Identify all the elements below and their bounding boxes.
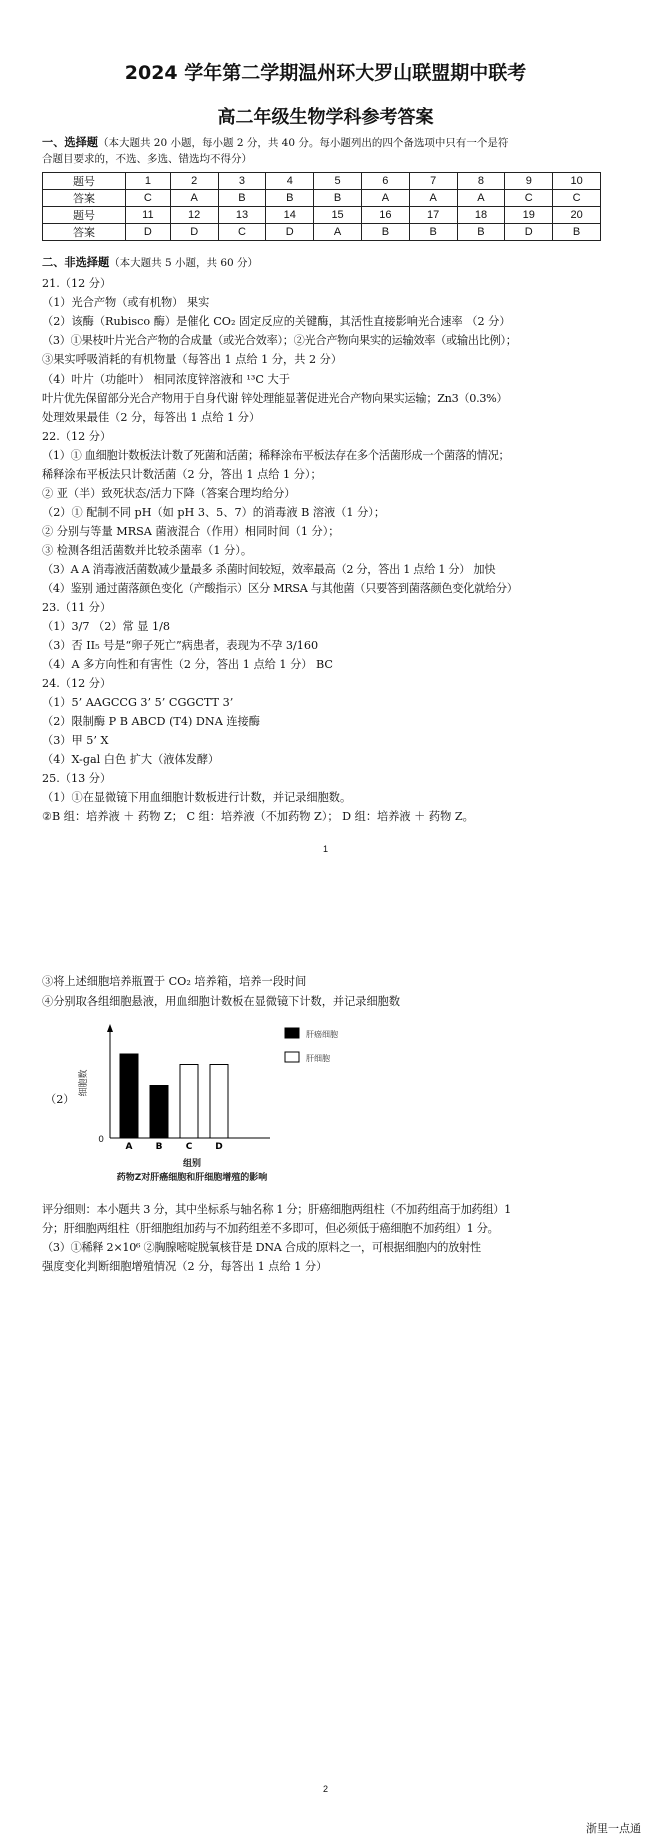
table-cell: 答案 bbox=[43, 190, 126, 207]
bar-chart bbox=[70, 1018, 340, 1188]
answer-line: 处理效果最佳（2 分，每答出 1 点给 1 分） bbox=[42, 411, 261, 424]
table-cell: 5 bbox=[314, 173, 362, 190]
table-cell: 13 bbox=[218, 207, 266, 224]
x-axis-label: 组别 bbox=[182, 1159, 202, 1169]
answer-line: 稀释涂布平板法只计数活菌（2 分，答出 1 点给 1 分）； bbox=[42, 468, 322, 481]
answer-line: （2）限制酶 P B ABCD (T4) DNA 连接酶 bbox=[42, 715, 260, 728]
table-cell: 11 bbox=[125, 207, 170, 224]
table-cell: D bbox=[170, 224, 218, 241]
table-cell: 10 bbox=[553, 173, 601, 190]
answer-line: （3）否 II₅ 号是“卵子死亡”病患者，表现为不孕 3/160 bbox=[42, 639, 319, 652]
exam-title: 2024 学年第二学期温州环大罗山联盟期中联考 bbox=[124, 62, 527, 84]
table-row bbox=[43, 190, 601, 207]
answer-line: （1）3/7 （2）常 显 1/8 bbox=[42, 620, 171, 633]
section1-note-2: 合题目要求的，不选、多选、错选均不得分） bbox=[42, 153, 252, 165]
table-cell: 6 bbox=[361, 173, 409, 190]
table-cell: 18 bbox=[457, 207, 505, 224]
answer-line: 24.（12 分） bbox=[42, 677, 112, 690]
answer-line: （3）①果枝叶片光合产物的合成量（或光合效率）；②光合产物向果实的运输效率（或输出比例）； bbox=[42, 334, 517, 347]
answer-line: 叶片优先保留部分光合产物用于自身代谢 锌处理能显著促进光合产物向果实运输；Zn3（0.3%） bbox=[42, 392, 508, 405]
table-row bbox=[43, 224, 601, 241]
table-cell: 题号 bbox=[43, 207, 126, 224]
answer-line: 评分细则：本小题共 3 分，其中坐标系与轴名称 1 分；肝癌细胞两组柱（不加药组高于加药组）1 bbox=[42, 1203, 511, 1216]
x-tick-label-D: D bbox=[215, 1142, 223, 1152]
answer-line: （3）①稀释 2×10⁶ ②胸腺嘧啶脱氧核苷是 DNA 合成的原料之一，可根据细胞内的放射性 bbox=[42, 1241, 481, 1254]
answer-line: 21.（12 分） bbox=[42, 277, 112, 290]
answer-line: 强度变化判断细胞增殖情况（2 分，每答出 1 点给 1 分） bbox=[42, 1260, 328, 1273]
answer-line: （1）① 血细胞计数板法计数了死菌和活菌；稀释涂布平板法存在多个活菌形成一个菌落的情况； bbox=[42, 449, 510, 462]
answer-line: （2）该酶（Rubisco 酶）是催化 CO₂ 固定反应的关键酶，其活性直接影响光合速率 （2 分） bbox=[42, 315, 511, 328]
table-cell: C bbox=[505, 190, 553, 207]
legend-swatch-liver bbox=[285, 1052, 299, 1062]
section2-note: （本大题共 5 小题，共 60 分） bbox=[109, 257, 259, 269]
answer-line: （4）叶片（功能叶） 相同浓度锌溶液和 ¹³C 大于 bbox=[42, 373, 290, 386]
origin-label: 0 bbox=[98, 1135, 104, 1145]
table-cell: D bbox=[125, 224, 170, 241]
table-cell: A bbox=[170, 190, 218, 207]
table-cell: A bbox=[361, 190, 409, 207]
answer-line: 25.（13 分） bbox=[42, 772, 112, 785]
table-cell: A bbox=[314, 224, 362, 241]
table-cell: 15 bbox=[314, 207, 362, 224]
table-row bbox=[43, 207, 601, 224]
table-cell: 19 bbox=[505, 207, 553, 224]
table-cell: 14 bbox=[266, 207, 314, 224]
legend-label-liver: 肝细胞 bbox=[306, 1054, 330, 1063]
bar-B bbox=[150, 1086, 168, 1139]
answer-line: ② 分别与等量 MRSA 菌液混合（作用）相同时间（1 分）； bbox=[42, 525, 340, 538]
section1-heading-line bbox=[42, 135, 508, 151]
table-cell: D bbox=[266, 224, 314, 241]
page-number-1: 1 bbox=[322, 844, 328, 854]
table-cell: 9 bbox=[505, 173, 553, 190]
table-cell: 4 bbox=[266, 173, 314, 190]
answer-line: ②B 组：培养液 ＋ 药物 Z； C 组：培养液（不加药物 Z）； D 组：培养液 ＋ 药物 Z。 bbox=[42, 810, 474, 823]
page-number-2: 2 bbox=[322, 1784, 328, 1794]
table-cell: C bbox=[218, 224, 266, 241]
table-cell: 2 bbox=[170, 173, 218, 190]
answer-line: ③ 检测各组活菌数并比较杀菌率（1 分）。 bbox=[42, 544, 253, 557]
table-cell: 7 bbox=[409, 173, 457, 190]
table-cell: 答案 bbox=[43, 224, 126, 241]
answer-line: 23.（11 分） bbox=[42, 601, 112, 614]
x-tick-label-C: C bbox=[185, 1142, 193, 1152]
answer-line: ③将上述细胞培养瓶置于 CO₂ 培养箱，培养一段时间 bbox=[42, 975, 307, 988]
table-cell: D bbox=[505, 224, 553, 241]
table-cell: B bbox=[266, 190, 314, 207]
y-axis-arrow bbox=[107, 1024, 113, 1032]
bar-C bbox=[180, 1065, 198, 1139]
legend-label-cancer: 肝癌细胞 bbox=[306, 1030, 338, 1039]
chart-title: 药物Z对肝癌细胞和肝细胞增殖的影响 bbox=[116, 1173, 268, 1183]
table-cell: A bbox=[457, 190, 505, 207]
section2-heading: 二、非选择题 bbox=[42, 255, 110, 269]
table-cell: 12 bbox=[170, 207, 218, 224]
table-cell: B bbox=[218, 190, 266, 207]
legend-swatch-cancer bbox=[285, 1028, 299, 1038]
table-cell: 16 bbox=[361, 207, 409, 224]
table-cell: B bbox=[457, 224, 505, 241]
bar-A bbox=[120, 1054, 138, 1138]
y-axis-label: 细胞数 bbox=[79, 1069, 89, 1097]
answer-line: （1）5’ AAGCCG 3’ 5’ CGGCTT 3’ bbox=[42, 696, 234, 709]
section1-heading: 一、选择题 bbox=[42, 135, 98, 149]
answer-line: ② 亚（半）致死状态/活力下降（答案合理均给分） bbox=[42, 487, 296, 500]
table-cell: C bbox=[553, 190, 601, 207]
answer-table bbox=[42, 172, 601, 241]
answer-line: （4）鉴别 通过菌落颜色变化（产酸指示）区分 MRSA 与其他菌（只要答到菌落颜色变化就给分） bbox=[42, 582, 518, 595]
table-cell: C bbox=[125, 190, 170, 207]
table-cell: B bbox=[314, 190, 362, 207]
answer-line: ③果实呼吸消耗的有机物量（每答出 1 点给 1 分，共 2 分） bbox=[42, 353, 343, 366]
answer-line: （3）A A 消毒液活菌数减少量最多 杀菌时间较短，效率最高（2 分，答出 1 点给 1 分） 加快 bbox=[42, 563, 496, 576]
table-cell: 题号 bbox=[43, 173, 126, 190]
bar-D bbox=[210, 1065, 228, 1139]
footer-watermark: 浙里一点通 bbox=[586, 1823, 641, 1835]
answer-line: ④分别取各组细胞悬液，用血细胞计数板在显微镜下计数，并记录细胞数 bbox=[42, 995, 401, 1008]
table-cell: B bbox=[361, 224, 409, 241]
answer-line: （4）X-gal 白色 扩大（液体发酵） bbox=[42, 753, 220, 766]
x-tick-label-B: B bbox=[155, 1142, 163, 1152]
table-cell: B bbox=[553, 224, 601, 241]
table-row bbox=[43, 173, 601, 190]
answer-line: （4）A 多方向性和有害性（2 分，答出 1 点给 1 分） BC bbox=[42, 658, 333, 671]
answer-line: （1）光合产物（或有机物） 果实 bbox=[42, 296, 210, 309]
answer-line: 22.（12 分） bbox=[42, 430, 112, 443]
table-cell: A bbox=[409, 190, 457, 207]
table-cell: 8 bbox=[457, 173, 505, 190]
x-tick-label-A: A bbox=[125, 1142, 133, 1152]
table-cell: B bbox=[409, 224, 457, 241]
table-cell: 1 bbox=[125, 173, 170, 190]
answer-line: 分；肝细胞两组柱（肝细胞组加药与不加药组差不多即可，但必须低于癌细胞不加药组）1 分。 bbox=[42, 1222, 499, 1235]
answer-line: （1）①在显微镜下用血细胞计数板进行计数，并记录细胞数。 bbox=[42, 791, 352, 804]
part2-label: （2） bbox=[45, 1093, 75, 1106]
table-cell: 17 bbox=[409, 207, 457, 224]
answer-line: （3）甲 5’ X bbox=[42, 734, 109, 747]
answer-subtitle: 高二年级生物学科参考答案 bbox=[217, 107, 434, 128]
answer-line: （2）① 配制不同 pH（如 pH 3、5、7）的消毒液 B 溶液（1 分）； bbox=[42, 506, 386, 519]
table-cell: 20 bbox=[553, 207, 601, 224]
section1-note: （本大题共 20 小题，每小题 2 分，共 40 分。每小题列出的四个备选项中只有一个是符 bbox=[97, 137, 509, 149]
section2-heading-line bbox=[42, 255, 258, 271]
table-cell: 3 bbox=[218, 173, 266, 190]
